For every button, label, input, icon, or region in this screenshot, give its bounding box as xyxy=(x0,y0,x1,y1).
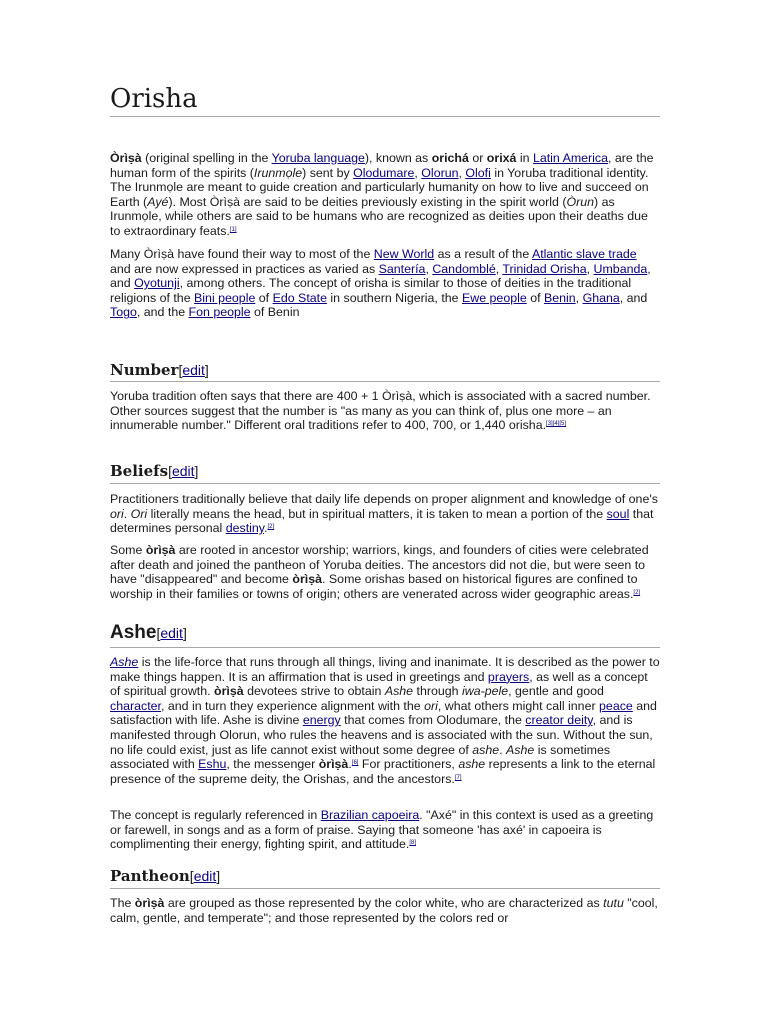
text-run: . xyxy=(264,521,268,536)
text-run: that determines personal xyxy=(110,506,654,536)
wiki-link[interactable]: Ghana xyxy=(582,290,620,305)
edit-section-ashe: [edit] xyxy=(156,625,187,641)
title-divider xyxy=(110,116,660,117)
text-run: , xyxy=(495,261,503,276)
text-run: The concept is regularly referenced in xyxy=(110,808,321,822)
number-paragraph-1 xyxy=(110,389,660,433)
text-run: , the messenger xyxy=(226,757,319,772)
text-run: Some xyxy=(110,543,146,557)
wiki-link[interactable]: Candomblé xyxy=(432,261,496,276)
footnote-ref[interactable]: [2] xyxy=(267,524,275,531)
text-run: , and in turn they experience alignment with the xyxy=(160,698,425,713)
wiki-link[interactable]: soul xyxy=(606,506,630,521)
text-run: are grouped as those represented by the color white, who are characterized as xyxy=(164,896,604,910)
text-run: , and is manifested through Olorun, who rules the heavens and is associated with the sun. Without the sun, no life could exist, just as life cannot exist without some degree of xyxy=(110,713,653,757)
italic-term: ashe xyxy=(472,742,500,757)
text-run: of xyxy=(526,290,544,305)
text-run: literally means the head, but in spiritual matters, it is taken to mean a portion of the xyxy=(147,506,607,521)
section-heading-number xyxy=(110,360,209,380)
footnote xyxy=(546,421,566,427)
italic-term: Ashe xyxy=(384,684,414,699)
text-run: . xyxy=(348,757,352,772)
wiki-link[interactable]: Latin America xyxy=(532,151,609,165)
wiki-link[interactable]: Olorun xyxy=(421,165,459,180)
bold-term: orichá xyxy=(431,151,469,165)
footnote xyxy=(230,227,237,233)
text-run: ) sent by xyxy=(302,165,354,180)
italic-term: Ayé xyxy=(147,194,169,209)
edit-section-pantheon: [edit] xyxy=(189,868,221,884)
intro-paragraph-1 xyxy=(110,151,660,239)
edit-link[interactable]: edit xyxy=(160,625,183,641)
wiki-link[interactable]: Fon people xyxy=(188,305,251,320)
footnote-ref[interactable]: [7] xyxy=(454,774,462,781)
wiki-link[interactable]: Atlantic slave trade xyxy=(531,247,637,261)
wiki-link[interactable]: destiny xyxy=(225,521,265,536)
wiki-link[interactable]: Benin xyxy=(543,290,576,305)
text-run: in southern Nigeria, the xyxy=(326,290,462,305)
wiki-link[interactable]: Olofi xyxy=(465,165,491,180)
text-run: , what others might call inner xyxy=(437,698,600,713)
text-run: ). Most Òrìṣà are said to be deities previously existing in the spirit world ( xyxy=(168,194,567,209)
text-run: Many Òrìṣà have found their way to most of the xyxy=(110,247,374,261)
wiki-link[interactable]: peace xyxy=(599,698,633,713)
text-run: and are now expressed in practices as varied as xyxy=(110,261,379,276)
wiki-link[interactable]: Brazilian capoeira xyxy=(320,808,420,822)
italic-term: Òrun xyxy=(566,194,595,209)
wiki-link[interactable]: New World xyxy=(373,247,435,261)
footnote-ref[interactable]: [6] xyxy=(351,760,359,767)
text-run: "cool, calm, gentle, and temperate"; and those represented by the colors red or xyxy=(110,896,658,925)
italic-term: ori xyxy=(110,506,124,521)
text-run: . Some orishas based on historical figures are confined to worship in their families or towns of origin; others are venerated across wider geographic areas. xyxy=(110,572,638,601)
section-divider xyxy=(110,888,660,889)
page-title: Orisha xyxy=(110,84,198,114)
beliefs-paragraph-1 xyxy=(110,492,660,536)
edit-link[interactable]: edit xyxy=(171,463,195,479)
wiki-link[interactable]: Eshu xyxy=(198,757,227,772)
wiki-link[interactable]: Oyotunji xyxy=(134,276,180,291)
text-run: ) as Irunmọle, while others are said to be humans who are recognized as deities upon their deaths due to extraordinary feats. xyxy=(110,194,648,238)
ashe-paragraph-1 xyxy=(110,655,660,786)
ashe-paragraph-2 xyxy=(110,808,660,852)
text-run: Yoruba tradition often says that there are 400 + 1 Òrìṣà, which is associated with a sacred number. Other sources suggest that the number is "as many as you can think of, plus one more – an innumerable number." Different oral traditions refer to 400, 700, or 1,440 orisha. xyxy=(110,389,651,433)
text-run: . "Axé" in this context is used as a greeting or farewell, in songs and as a form of praise. Saying that someone 'has axé' in capoeira is complimenting their energy, fighting spirit, and attitude. xyxy=(110,808,654,852)
footnote-ref[interactable]: [1] xyxy=(229,226,237,233)
wiki-link[interactable]: character xyxy=(110,698,161,713)
wiki-link[interactable]: Edo State xyxy=(272,290,327,305)
wiki-link[interactable]: Olodumare xyxy=(353,165,415,180)
text-run: , as well as a concept of spiritual growth. xyxy=(110,669,648,699)
bold-term: òrìṣà xyxy=(145,543,176,557)
wiki-link[interactable]: Ashe xyxy=(110,655,139,669)
italic-term: Ori xyxy=(130,506,148,521)
bold-term: òrìṣà xyxy=(318,757,349,772)
bold-term: Òrìṣà xyxy=(110,151,142,165)
wiki-link[interactable]: Ewe people xyxy=(461,290,527,305)
section-heading-ashe xyxy=(110,622,187,644)
text-run: through xyxy=(413,684,462,699)
pantheon-paragraph-1 xyxy=(110,896,660,925)
text-run: , and xyxy=(110,261,651,291)
footnote-ref[interactable]: [8] xyxy=(409,840,417,847)
text-run: that comes from Olodumare, the xyxy=(340,713,526,728)
italic-term: ashe xyxy=(458,757,486,772)
section-heading-beliefs xyxy=(110,461,198,481)
text-run: (original spelling in the xyxy=(141,151,272,165)
text-run: . xyxy=(123,506,131,521)
heading-text: Beliefs xyxy=(110,462,169,480)
text-run: of Benin xyxy=(250,305,300,320)
wiki-link[interactable]: Trinidad Orisha xyxy=(502,261,587,276)
text-run: devotees strive to obtain xyxy=(243,684,385,699)
text-run: , xyxy=(575,290,583,305)
text-run: ), known as xyxy=(364,151,432,165)
section-divider xyxy=(110,483,660,484)
heading-text: Number xyxy=(110,361,179,379)
text-run: , are the human form of the spirits ( xyxy=(110,151,654,180)
text-run: in xyxy=(516,151,533,165)
wiki-link[interactable]: Bini people xyxy=(194,290,256,305)
text-run: are rooted in ancestor worship; warriors, kings, and founders of cities were celebrated after death and joined the pantheon of Yoruba deities. The ancestors did not die, but were seen to have "disappeared" and become xyxy=(110,543,649,587)
edit-section-number: [edit] xyxy=(178,362,209,378)
heading-text: Pantheon xyxy=(110,867,190,885)
text-run: of xyxy=(255,290,273,305)
footnote-ref[interactable]: [2] xyxy=(633,589,641,596)
intro-paragraph-2 xyxy=(110,247,660,320)
italic-term: iwa-pele xyxy=(462,684,509,699)
text-run: The xyxy=(110,896,135,910)
wiki-link[interactable]: prayers xyxy=(487,669,530,684)
footnote xyxy=(633,590,640,596)
text-run: , gentle and good xyxy=(508,684,604,699)
bold-term: òrìṣà xyxy=(214,684,244,699)
edit-link[interactable]: edit xyxy=(182,362,205,378)
section-divider xyxy=(110,381,660,382)
text-run: and satisfaction with life. Ashe is divine xyxy=(110,698,657,728)
wiki-link[interactable]: creator deity xyxy=(525,713,593,728)
section-heading-pantheon xyxy=(110,866,220,886)
text-run: , xyxy=(586,261,594,276)
wiki-link[interactable]: Yoruba language xyxy=(271,151,365,165)
wiki-link[interactable]: Santería xyxy=(378,261,426,276)
edit-link[interactable]: edit xyxy=(193,868,217,884)
italic-term: ori xyxy=(424,698,438,713)
italic-term: tutu xyxy=(603,896,624,910)
section-divider xyxy=(110,647,660,648)
text-run: as a result of the xyxy=(434,247,532,261)
text-run: , xyxy=(414,165,422,180)
text-run: Practitioners traditionally believe that daily life depends on proper alignment and knowledge of one's xyxy=(110,492,658,506)
italic-term: Irunmọle xyxy=(253,165,303,180)
footnote xyxy=(268,524,275,530)
bold-term: orixá xyxy=(486,151,517,165)
bold-term: òrìṣà xyxy=(134,896,165,910)
heading-text: Ashe xyxy=(110,622,157,643)
text-run: , xyxy=(425,261,433,276)
wiki-link[interactable]: Togo xyxy=(110,305,137,320)
text-run: , and the xyxy=(136,305,189,320)
edit-section-beliefs: [edit] xyxy=(168,463,199,479)
text-run: is sometimes associated with xyxy=(110,742,611,772)
text-run: is the life-force that runs through all things, living and inanimate. It is described as the power to make things happen. It is an affirmation that is used in greetings and xyxy=(110,655,660,684)
text-run: , and xyxy=(619,290,648,305)
text-run: or xyxy=(468,151,487,165)
italic-term: Ashe xyxy=(506,742,535,757)
wiki-link[interactable]: energy xyxy=(302,713,341,728)
text-run: , among others. The concept of orisha is similar to those of deities in the traditional religions of the xyxy=(110,276,632,305)
wiki-link[interactable]: Umbanda xyxy=(593,261,648,276)
text-run: For practitioners, xyxy=(358,757,459,772)
text-run: represents a link to the eternal presence of the supreme deity, the Orishas, and the ancestors. xyxy=(110,757,656,786)
text-run: in Yoruba traditional identity. The Irunmọle are meant to guide creation and particularly humanity on how to live and succeed on Earth ( xyxy=(110,165,649,209)
bold-term: òrìṣà xyxy=(292,572,323,587)
text-run: . xyxy=(499,742,507,757)
footnote xyxy=(455,775,462,781)
footnote xyxy=(409,840,416,846)
beliefs-paragraph-2 xyxy=(110,543,660,601)
footnote-ref[interactable]: [3][4][5] xyxy=(546,421,567,428)
text-run: , xyxy=(458,165,466,180)
